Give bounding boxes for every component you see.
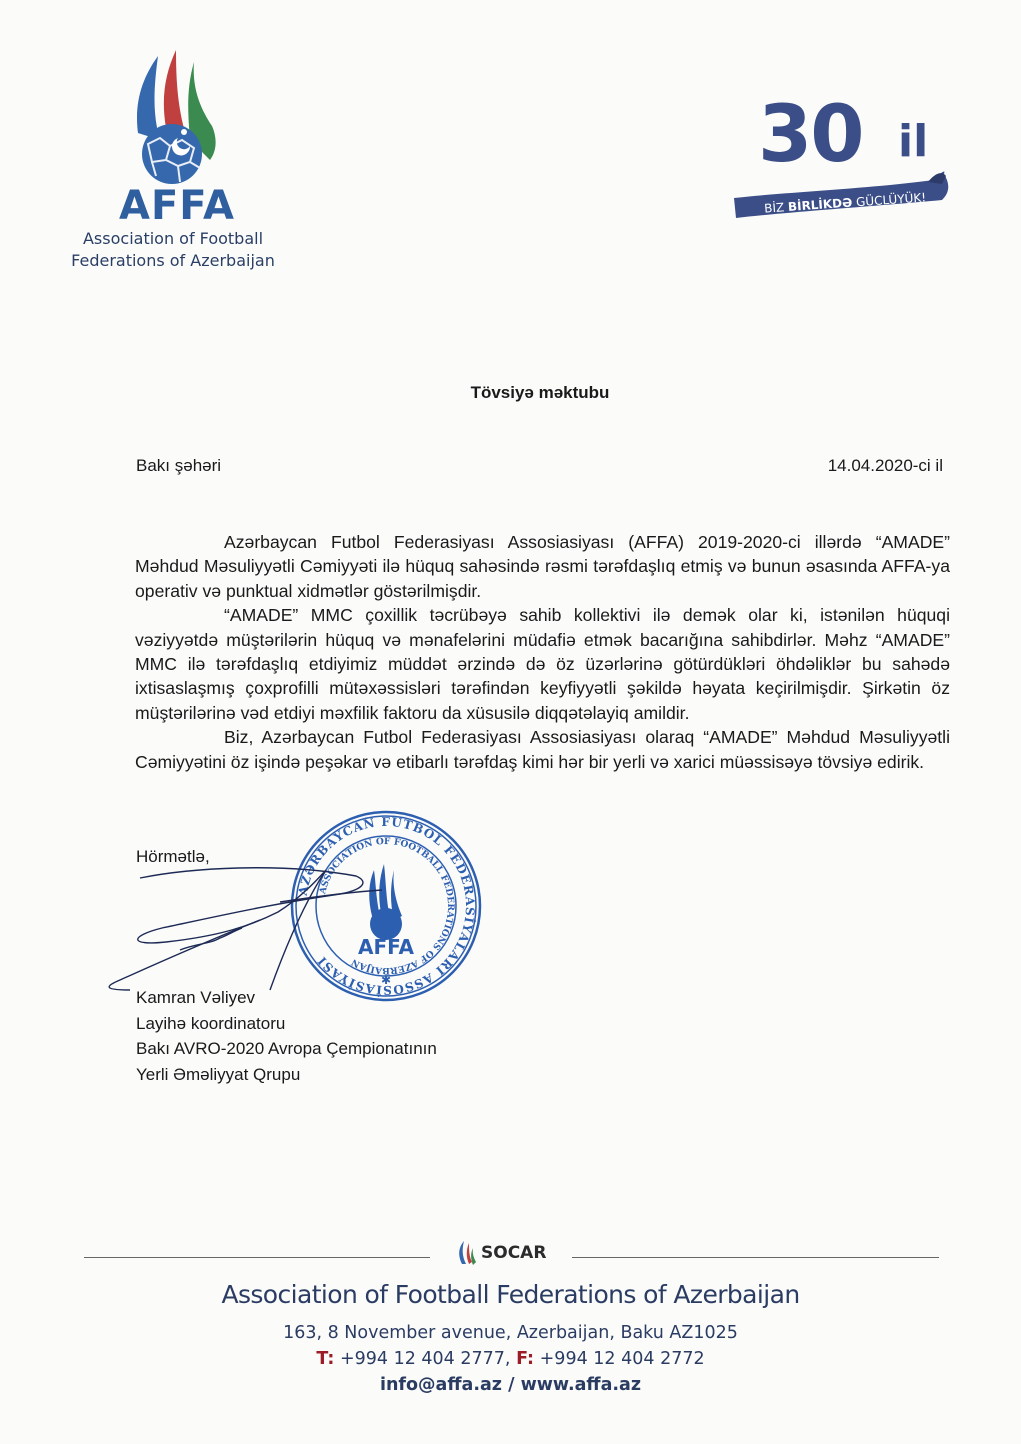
affa-fullname-line1: Association of Football	[82, 229, 264, 248]
email-link[interactable]: info@affa.az	[379, 1375, 502, 1395]
slogan-part2: BİRLİKDƏ	[787, 195, 853, 214]
footer-organization: Association of Football Federations of Azerbaijan	[221, 1280, 800, 1309]
sponsor-logo	[456, 1240, 546, 1266]
footer-divider-left	[84, 1257, 430, 1258]
letter-title: Tövsiyə məktubu	[470, 383, 610, 402]
affa-fullname-line2: Federations of Azerbaijan	[71, 251, 275, 270]
socar-flame-icon	[456, 1240, 478, 1266]
signatory-name: Kamran Vəliyev	[136, 988, 256, 1007]
signatory-block	[136, 985, 437, 1087]
website-link[interactable]: www.affa.az	[520, 1375, 642, 1395]
slogan-part3: GÜCLÜYÜK!	[855, 190, 927, 210]
phone-number: +994 12 404 2777,	[339, 1349, 511, 1369]
signatory-unit-line2: Yerli Əməliyyat Qrupu	[136, 1064, 301, 1084]
stamp-star-icon: ✱	[380, 973, 392, 987]
anniversary-unit: il	[898, 116, 929, 167]
signatory-unit-line1: Bakı AVRO-2020 Avropa Çempionatının	[136, 1039, 437, 1058]
contact-separator: /	[508, 1375, 515, 1395]
letter-closing: Hörmətlə,	[136, 847, 210, 866]
footer-contacts	[0, 1375, 1021, 1395]
footer-address: 163, 8 November avenue, Azerbaijan, Baku AZ1025	[283, 1323, 738, 1343]
fax-number: +994 12 404 2772	[539, 1349, 705, 1369]
slogan-part1: BİZ	[763, 200, 785, 216]
affa-flame-football-emblem-icon	[120, 48, 230, 184]
stamp-inner-text: ASSOCIATION OF FOOTBALL FEDERATIONS OF AZERBAIJAN	[318, 836, 456, 976]
handwritten-signature	[100, 840, 420, 1000]
letter-date: 14.04.2020-ci il	[827, 456, 943, 475]
letter-body	[135, 530, 950, 774]
fax-label: F:	[516, 1349, 535, 1369]
anniversary-badge	[728, 90, 958, 220]
body-paragraph: “AMADE” MMC çoxillik təcrübəyə sahib kollektivi ilə demək olar ki, istənilən hüquqi vəziyyətdə müştərilərin hüquq və mənafelərini müdafiə etmək bacarığına sahibdirlər. Məhz “AMADE” MMC ilə tərəfdaşlıq etdiyimiz müddət ərzində də öz üzərlərinə götürdükləri öhdəliklər bu sahədə ixtisaslaşmış çoxprofilli mütəxəssisləri tərəfindən keyfiyyətli şəkildə həyata keçirilmişdir. Şirkətin öz müştərilərinə vəd etdiyi məxfilik faktoru da xüsusilə diqqətəlayiq amildir.	[135, 605, 950, 723]
body-paragraph: Azərbaycan Futbol Federasiyası Assosiasiyası (AFFA) 2019-2020-ci illərdə “AMADE” Məhdud Məsuliyyətli Cəmiyyəti ilə hüquq sahəsində rəsmi tərəfdaşlıq etmiş və bunun əsasında AFFA-ya operativ və punktual xidmətlər göstərilmişdir.	[135, 532, 950, 601]
phone-label: T:	[316, 1349, 335, 1369]
footer-divider-right	[572, 1257, 939, 1258]
anniversary-number: 30	[758, 90, 863, 180]
affa-logo	[71, 48, 298, 272]
letter-city: Bakı şəhəri	[136, 456, 222, 475]
sponsor-name: SOCAR	[481, 1243, 547, 1263]
signatory-position: Layihə koordinatoru	[136, 1013, 286, 1033]
affa-fullname	[48, 228, 298, 272]
affa-wordmark: AFFA	[119, 183, 235, 229]
stamp-center-text: AFFA	[358, 935, 414, 959]
body-paragraph: Biz, Azərbaycan Futbol Federasiyası Assosiasiyası olaraq “AMADE” Məhdud Məsuliyyətli Cəmiyyətini öz işində peşəkar və etibarlı tərəfdaş kimi hər bir yerli və xarici müəssisəyə tövsiyə edirik.	[135, 727, 950, 772]
footer-phones	[0, 1349, 1021, 1369]
stamp-outer-text: AZƏRBAYCAN FUTBOL FEDERASİYALARI ASSOSİASİYASI	[295, 814, 478, 998]
